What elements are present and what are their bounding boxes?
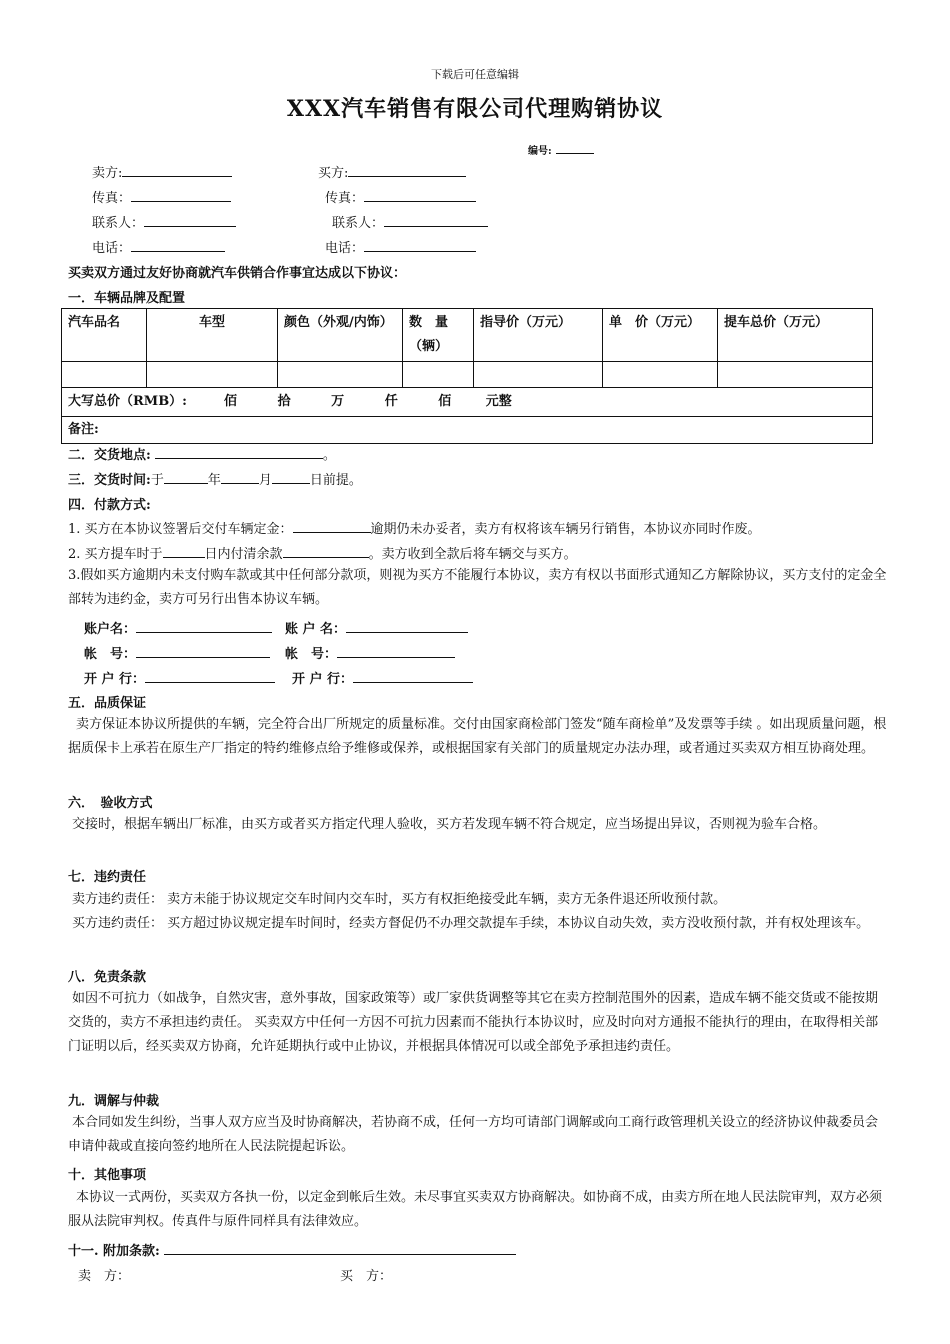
section-7-buyer: 买方违约责任： 买方超过协议规定提车时间时，经卖方督促仍不办理交款提车手续，本协议自动失效，卖方没收预付款，并有权处理该车。 [72,916,870,931]
remark-row [62,417,873,444]
buyer-signature-label: 买 方： [340,1269,393,1284]
table-cell[interactable] [403,362,474,388]
buyer-blank[interactable] [348,163,466,177]
seller-phone-blank[interactable] [131,238,225,252]
seller-blank[interactable] [122,163,232,177]
section-10-text: 本协议一式两份，买卖双方各执一份，以定金到帐后生效。未尽事宜买卖双方协商解决。如协商不成，由卖方所在地人民法院审判，双方必须服从法院审判权。传真件与原件同样具有法律效应。 [68,1190,883,1229]
col-header: 车型 [147,309,278,362]
year-blank[interactable] [164,470,208,484]
page-title: XXX汽车销售有限公司代理购销协议 [286,96,664,122]
days-blank[interactable] [163,544,205,558]
seller-field: 卖方: [92,162,232,181]
payment-clause-2: 2. 买方提车时于 日内付清余款 。卖方收到全款后将车辆交与买方。 [68,543,577,562]
table-cell[interactable] [603,362,718,388]
account-no-left-blank[interactable] [136,644,270,658]
bank-left-blank[interactable] [145,669,275,683]
buyer-field: 买方: [318,162,466,181]
buyer-phone-field: 电话： [325,237,476,256]
additional-terms-blank[interactable] [164,1241,516,1255]
account-name-right-blank[interactable] [346,619,468,633]
day-blank[interactable] [272,470,310,484]
col-header: 指导价（万元） [474,309,603,362]
total-cell[interactable] [62,388,873,417]
delivery-place-blank[interactable] [155,445,323,459]
seller-signature-label: 卖 方： [78,1269,131,1284]
buyer-phone-blank[interactable] [364,238,476,252]
table-cell[interactable] [474,362,603,388]
seller-fax-field: 传真： [92,187,231,206]
buyer-contact-field: 联系人： [332,212,488,231]
delivery-time-line: 三．交货时间:于 年 月 日前提。 [68,469,362,488]
buyer-fax-blank[interactable] [364,188,476,202]
section-7-heading: 七．违约责任 [68,870,147,885]
section-6-heading: 六． 验收方式 [68,796,153,811]
section-11-line: 十一. 附加条款: [68,1240,516,1259]
bank-left: 开 户 行： [84,668,275,687]
col-header: 提车总价（万元） [718,309,873,362]
unit-shi: 拾 [277,394,291,409]
delivery-place-line: 二．交货地点: 。 [68,444,336,463]
unit-bai-2: 佰 [438,394,452,409]
total-label: 大写总价（RMB）: [68,394,187,409]
table-cell[interactable] [278,362,403,388]
section-5-text: 卖方保证本协议所提供的车辆，完全符合出厂所规定的质量标准。交付由国家商检部门签发“随车商检单”及发票等手续 。如出现质量问题，根据质保卡上承若在原生产厂指定的特约维修点给予维修或保养，或根据国家有关部门的质量规定办法办理，或者通过买卖双方相互协商处理。 [68,717,887,756]
section-1-heading: 一．车辆品牌及配置 [68,291,186,306]
buyer-fax-field: 传真： [325,187,476,206]
table-header-row [62,309,873,362]
section-5-heading: 五．品质保证 [68,696,147,711]
intro-text: 买卖双方通过友好协商就汽车供销合作事宜达成以下协议： [68,266,407,281]
col-header: 数 量（辆） [403,309,474,362]
seller-phone-field: 电话： [92,237,225,256]
account-name-left: 账户名： [84,618,272,637]
section-8-text: 如因不可抗力（如战争，自然灾害，意外事故，国家政策等）或厂家供货调整等其它在卖方控制范围外的因素，造成车辆不能交货或不能按期交货的，卖方不承担违约责任。 买卖双方中任何一方因不可抗力因素而不能执行本协议时，应及时向对方通报不能执行的理由，在取得相关部门证明以后，经买卖双方协商，允许延期执行或中止协议，并根据具体情况可以或全部免予承担违约责任。 [68,991,879,1054]
unit-qian: 仟 [384,394,398,409]
balance-blank[interactable] [283,544,369,558]
section-9-heading: 九．调解与仲裁 [68,1094,160,1109]
top-note: 下载后可任意编辑 [431,68,519,81]
account-name-left-blank[interactable] [136,619,272,633]
section-9-text: 本合同如发生纠纷，当事人双方应当及时协商解决，若协商不成，任何一方均可请部门调解或向工商行政管理机关设立的经济协议仲裁委员会申请仲裁或直接向签约地所在人民法院提起诉讼。 [68,1115,879,1154]
unit-wan: 万 [331,394,345,409]
unit-bai: 佰 [224,394,238,409]
vehicle-spec-table [61,308,873,444]
col-header: 颜色（外观/内饰） [278,309,403,362]
bank-right: 开 户 行： [292,668,473,687]
buyer-contact-blank[interactable] [384,213,488,227]
section-6-text: 交接时，根据车辆出厂标准，由买方或者买方指定代理人验收，买方若发现车辆不符合规定，应当场提出异议，否则视为验车合格。 [72,817,827,832]
section-4-heading: 四．付款方式: [68,498,151,513]
remark-cell[interactable]: 备注: [62,417,873,444]
seller-contact-blank[interactable] [144,213,236,227]
payment-clause-1: 1. 买方在本协议签署后交付车辆定金： 逾期仍未办妥者，卖方有权将该车辆另行销售，本协议亦同时作废。 [68,518,761,537]
account-no-right-blank[interactable] [337,644,455,658]
contract-number-label: 编号: [528,140,594,157]
month-blank[interactable] [221,470,259,484]
table-cell[interactable] [147,362,278,388]
bank-right-blank[interactable] [353,669,473,683]
table-cell[interactable] [62,362,147,388]
section-8-heading: 八．免责条款 [68,970,147,985]
unit-yuan: 元整 [485,394,512,409]
section-10-heading: 十．其他事项 [68,1168,147,1183]
payment-clause-3: 3.假如买方逾期内未支付购车款或其中任何部分款项，则视为买方不能履行本协议，卖方有权以书面形式通知乙方解除协议，买方支付的定金全部转为违约金，卖方可另行出售本协议车辆。 [68,568,887,607]
col-header: 汽车品名 [62,309,147,362]
account-name-right: 账 户 名： [285,618,468,637]
seller-contact-field: 联系人： [92,212,236,231]
seller-fax-blank[interactable] [131,188,231,202]
col-header: 单 价（万元） [603,309,718,362]
table-row [62,362,873,388]
table-cell[interactable] [718,362,873,388]
account-no-right: 帐 号： [285,643,455,662]
section-7-seller: 卖方违约责任： 卖方未能于协议规定交车时间内交车时，买方有权拒绝接受此车辆，卖方无条件退还所收预付款。 [72,892,727,907]
total-row [62,388,873,417]
deposit-blank[interactable] [293,519,371,533]
account-no-left: 帐 号： [84,643,270,662]
